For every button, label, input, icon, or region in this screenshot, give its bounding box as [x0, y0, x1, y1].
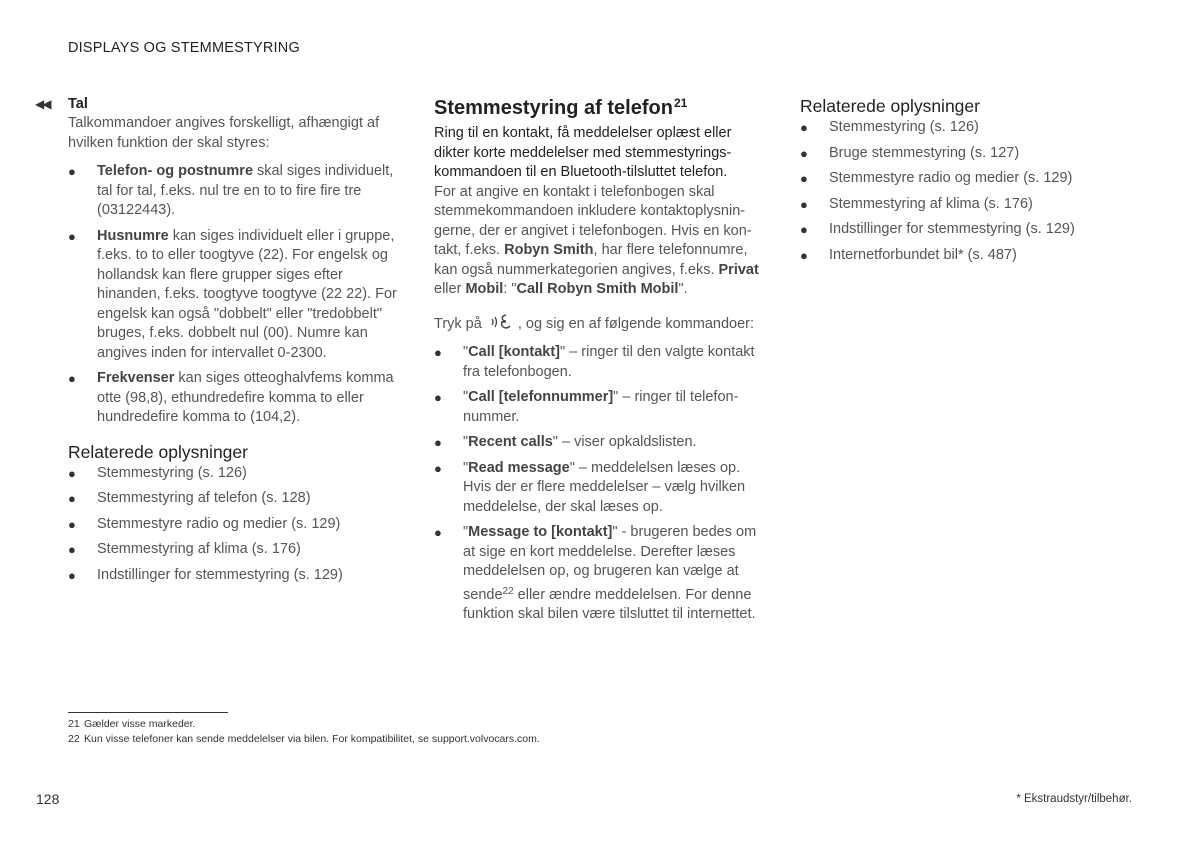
bullet-dot: ●	[434, 525, 442, 540]
bullet-dot: ●	[800, 171, 808, 186]
tal-bullet-list	[68, 162, 403, 428]
bullet-dot: ●	[68, 465, 76, 481]
list-item: ● "Read message" – meddelelsen læses op. Hvis der er flere meddelelser – vælg hvilken meddelelse, der skal læses op.	[434, 459, 746, 515]
footnote-divider	[68, 712, 228, 713]
related-link[interactable]: ● Stemmestyring af telefon (s. 128)	[68, 489, 403, 509]
extras-note: * Ekstraudstyr/tilbehør.	[1016, 793, 1132, 805]
related-link[interactable]: ● Bruge stemmestyring (s. 127)	[800, 144, 1120, 164]
footnote-ref: 22	[502, 585, 514, 597]
bullet-dot: ●	[68, 371, 76, 386]
bullet-dot: ●	[68, 516, 76, 532]
list-item: ● "Message to [kontakt]" - brugeren bedes om at sige en kort meddelelse. Derefter læses meddelelsen op, og brugeren kan vælge at sende$^{22}$ eller ændre meddelelsen. For denne funktion skal bilen være tilsluttet til internettet.	[434, 524, 757, 622]
list-item: ● "Recent calls" – viser opkaldslisten.	[434, 433, 769, 453]
bullet-dot: ●	[434, 390, 442, 405]
command-list	[434, 343, 769, 625]
bullet-dot: ●	[68, 228, 76, 244]
subheading-tal: Tal	[68, 96, 88, 112]
related-link[interactable]: ● Stemmestyring (s. 126)	[68, 464, 403, 484]
bullet-dot: ●	[68, 164, 76, 179]
column-tal	[35, 96, 403, 591]
related-info-heading: Relaterede oplysninger	[68, 441, 248, 462]
column-telefon	[434, 96, 769, 631]
related-link[interactable]: ● Stemmestyring af klima (s. 176)	[68, 540, 403, 560]
list-item: ● Telefon- og postnumre skal siges individuelt, tal for tal, f.eks. nul tre en to to fire fire tre (03122443).	[68, 163, 394, 218]
related-link[interactable]: ● Stemmestyring af klima (s. 176)	[800, 195, 1120, 215]
bullet-dot: ●	[68, 491, 76, 506]
bullet-dot: ●	[800, 196, 808, 212]
press-instruction: Tryk på , og sig en af følgende kommandoer:	[434, 312, 769, 339]
section-title: Stemmestyring af telefon$^{21}$	[434, 96, 688, 119]
footnotes	[68, 717, 540, 747]
bullet-dot: ●	[68, 567, 76, 583]
bullet-dot: ●	[434, 435, 442, 450]
related-link[interactable]: ● Stemmestyring (s. 126)	[800, 118, 1120, 138]
related-link[interactable]: ● Stemmestyre radio og medier (s. 129)	[800, 169, 1120, 189]
list-item: ● "Call [kontakt]" – ringer til den valgte kontakt fra telefonbogen.	[434, 344, 755, 380]
bullet-dot: ●	[800, 247, 808, 263]
bullet-dot: ●	[68, 542, 76, 557]
column-related	[800, 96, 1120, 271]
bullet-dot: ●	[800, 120, 808, 135]
voice-control-icon	[488, 312, 516, 339]
telefon-paragraph: For at angive en kontakt i telefonbogen skal stemmekommandoen inkludere kontaktoplysningerne, der er angivet i telefonbogen. Hvis en kontakt, f.eks. Robyn Smith, har flere telefonnumre, kan også nummerkategorien angives, f.eks. Privat eller Mobil: "Call Robyn Smith Mobil".	[434, 183, 759, 297]
list-item: ● "Call [telefonnummer]" – ringer til telefonnummer.	[434, 389, 739, 425]
list-item: ● Frekvenser kan siges otteoghalvfems komma otte (98,8), ethundredefire komma to eller hundredefire komma to (104,2).	[68, 370, 394, 425]
bullet-dot: ●	[434, 460, 442, 476]
page-header: DISPLAYS OG STEMMESTYRING	[68, 40, 300, 56]
bullet-dot: ●	[800, 222, 808, 237]
footnote-ref: 21	[673, 96, 688, 110]
related-link[interactable]: ● Indstillinger for stemmestyring (s. 129)	[800, 220, 1120, 240]
bullet-dot: ●	[434, 345, 442, 360]
related-info-heading: Relaterede oplysninger	[800, 96, 980, 116]
telefon-intro: Ring til en kontakt, få meddelelser oplæst eller dikter korte meddelelser med stemmestyringskommandoen til en Bluetooth-tilsluttet telefon.	[434, 125, 732, 180]
list-item: ● Husnumre kan siges individuelt eller i gruppe, f.eks. to to eller toogtyve (22). For engelsk og hollandsk kan flere grupper siges efter hinanden, f.eks. toogtyve toogtyve (22 22). For engelsk kan også "dobbelt" eller "tredobbelt" bruges, f.eks. dobbelt nul (00). Numre kan angives inden for intervallet 0-2300.	[68, 227, 397, 361]
related-link[interactable]: ● Stemmestyre radio og medier (s. 129)	[68, 515, 403, 535]
continued-marker-icon: ◀◀	[35, 97, 50, 111]
related-info-list	[68, 464, 403, 586]
related-info-list	[800, 118, 1120, 265]
related-link[interactable]: ● Internetforbundet bil* (s. 487)	[800, 246, 1120, 266]
related-link[interactable]: ● Indstillinger for stemmestyring (s. 129)	[68, 566, 403, 586]
bullet-dot: ●	[800, 145, 808, 161]
footnote: 22 Kun visse telefoner kan sende meddelelser via bilen. For kompatibilitet, se support.volvocars.com.	[68, 733, 540, 745]
tal-intro: Talkommandoer angives forskelligt, afhængigt af hvilken funktion der skal styres:	[68, 115, 380, 151]
page-number: 128	[36, 791, 60, 807]
footnote: 21 Gælder visse markeder.	[68, 718, 196, 730]
